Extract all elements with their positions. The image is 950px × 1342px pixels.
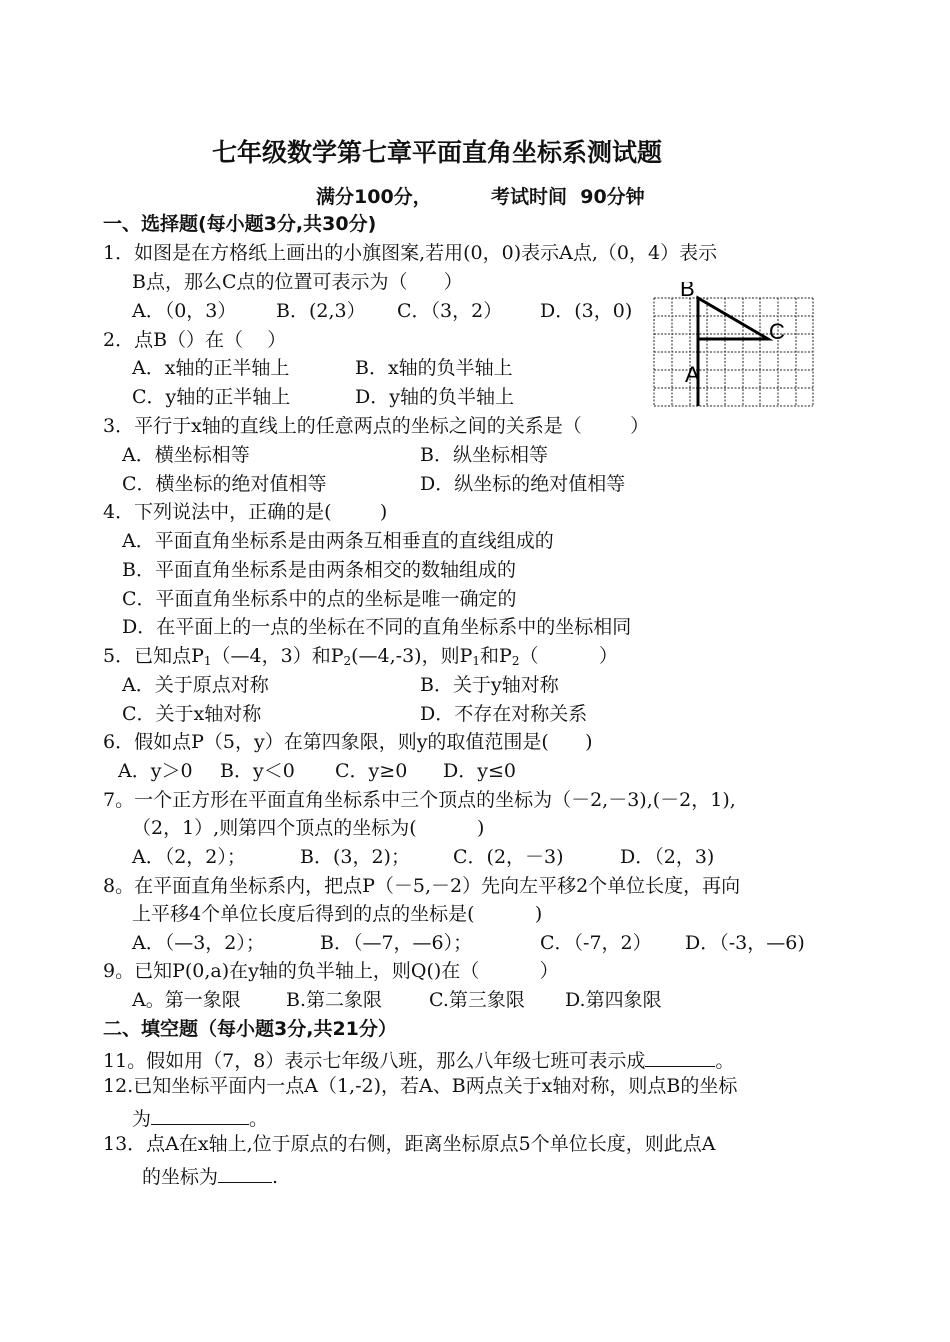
point-label-c: C [769, 319, 785, 344]
q6-option-b: B．y＜0 [220, 760, 295, 782]
q1-option-a: A．（0，3） [132, 300, 237, 322]
q9-option-a: A。第一象限 [132, 989, 241, 1011]
q1-option-d: D．(3，0) [540, 300, 633, 322]
q11-line: 11。假如用（7，8）表示七年级八班，那么八年级七班可表示成 。 [103, 1050, 735, 1072]
q2-option-d: D．y轴的负半轴上 [355, 386, 514, 408]
q1-stem-line1: 1．如图是在方格纸上画出的小旗图案,若用(0，0)表示A点,（0，4）表示 [103, 242, 718, 264]
q7-stem-line2: （2，1）,则第四个顶点的坐标为( ) [132, 817, 485, 839]
q4-option-a: A．平面直角坐标系是由两条互相垂直的直线组成的 [122, 530, 554, 552]
q8-option-a: A．（—3，2）； [132, 932, 265, 954]
q9-option-b: B.第二象限 [286, 989, 383, 1011]
q13-line1: 13．点A在x轴上,位于原点的右侧，距离坐标原点5个单位长度，则此点A [103, 1133, 716, 1155]
q3-stem: 3．平行于x轴的直线上的任意两点的坐标之间的关系是（ ） [103, 415, 650, 437]
title: 七年级数学第七章平面直角坐标系测试题 [212, 138, 663, 167]
q13-answer-blank[interactable] [218, 1164, 272, 1183]
q8-option-c: C．（-7，2） [540, 932, 652, 954]
q5-option-d: D．不存在对称关系 [420, 703, 588, 725]
q1-option-b: B．(2,3） [276, 300, 366, 322]
q7-option-a: A．（2，2）； [132, 846, 246, 868]
q7-option-d: D．（2，3) [620, 846, 715, 868]
q2-stem: 2．点B（）在（ ） [103, 329, 287, 351]
q2-option-c: C．y轴的正半轴上 [132, 386, 291, 408]
q9-stem: 9。已知P(0,a)在y轴的负半轴上，则Q()在（ ） [103, 960, 559, 982]
q1-option-c: C．（3，2） [397, 300, 503, 322]
section1-heading: 一、选择题(每小题3分,共30分) [103, 213, 377, 235]
subtitle-time: 考试时间 90分钟 [491, 186, 645, 208]
q5-option-c: C．关于x轴对称 [122, 703, 262, 725]
q4-stem: 4．下列说法中，正确的是( ) [103, 501, 388, 523]
q7-option-b: B．(3，2)； [300, 846, 410, 868]
flag-grid-figure [650, 282, 820, 412]
q1-stem-line2: B点，那么C点的位置可表示为（ ） [132, 271, 463, 293]
q8-option-b: B．（—7，—6）； [320, 932, 473, 954]
q8-option-d: D．（-3，—6) [685, 932, 805, 954]
q3-option-a: A．横坐标相等 [122, 444, 250, 466]
q2-option-a: A．x轴的正半轴上 [132, 357, 290, 379]
q7-stem-line1: 7。一个正方形在平面直角坐标系中三个顶点的坐标为（－2,－3),(－2，1), [103, 789, 736, 811]
flag-triangle [698, 298, 768, 339]
grid-lines [654, 298, 813, 406]
q5-option-b: B．关于y轴对称 [420, 674, 559, 696]
section2-heading: 二、填空题（每小题3分,共21分） [103, 1018, 397, 1040]
q5-stem: 5．已知点$P_1(—4$，3）和$P_2(—4,-3)$，则$P_1$和$P_2$（ ） [103, 645, 618, 668]
point-label-b: B [680, 282, 695, 301]
q4-option-b: B．平面直角坐标系是由两条相交的数轴组成的 [122, 559, 516, 581]
q9-option-c: C.第三象限 [429, 989, 525, 1011]
q6-stem: 6．假如点P（5，y）在第四象限，则y的取值范围是( ) [103, 731, 593, 753]
point-label-a: A [685, 362, 700, 387]
q4-option-d: D．在平面上的一点的坐标在不同的直角坐标系中的坐标相同 [122, 616, 632, 638]
q9-option-d: D.第四象限 [565, 989, 662, 1011]
q7-option-c: C．(2，－3) [453, 846, 564, 868]
q12-line2: 为 。 [132, 1108, 269, 1130]
q8-stem-line1: 8。在平面直角坐标系内，把点P（－5,－2）先向左平移2个单位长度，再向 [103, 875, 741, 897]
q6-option-c: C．y≥0 [335, 760, 408, 782]
q11-answer-blank[interactable] [645, 1048, 715, 1067]
q3-option-b: B．纵坐标相等 [420, 444, 548, 466]
q8-stem-line2: 上平移4个单位长度后得到的点的坐标是( ) [132, 903, 543, 925]
q3-option-d: D．纵坐标的绝对值相等 [420, 473, 626, 495]
q12-answer-blank[interactable] [151, 1106, 249, 1125]
q13-line2: 的坐标为 . [142, 1166, 279, 1188]
q4-option-c: C．平面直角坐标系中的点的坐标是唯一确定的 [122, 588, 517, 610]
subtitle-score: 满分100分， [316, 186, 432, 208]
q5-option-a: A．关于原点对称 [122, 674, 269, 696]
q6-option-d: D．y≤0 [443, 760, 516, 782]
q6-option-a: A．y＞0 [118, 760, 193, 782]
q2-option-b: B．x轴的负半轴上 [355, 357, 513, 379]
q3-option-c: C．横坐标的绝对值相等 [122, 473, 327, 495]
q12-line1: 12.已知坐标平面内一点A（1,-2)，若A、B两点关于x轴对称，则点B的坐标 [103, 1075, 738, 1097]
